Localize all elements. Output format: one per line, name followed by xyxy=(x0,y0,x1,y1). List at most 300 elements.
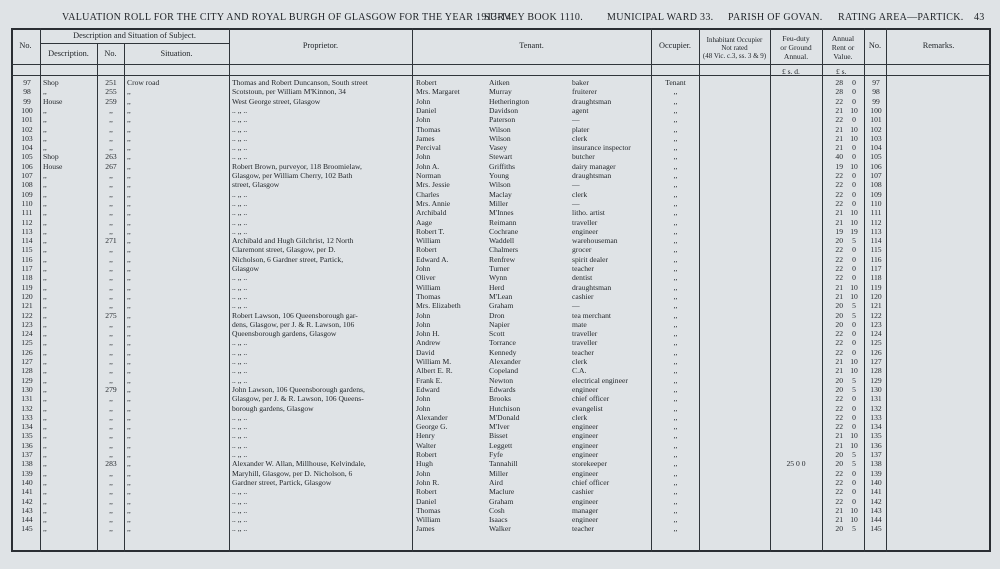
table-cell-desc: ,, xyxy=(43,245,47,255)
municipal-ward: MUNICIPAL WARD 33. xyxy=(607,12,714,23)
table-cell-occ: litho. artist xyxy=(572,208,605,218)
table-cell-ts: M'Lean xyxy=(489,291,513,301)
table-cell-sit: ,, xyxy=(127,236,131,246)
table-cell-rl: 21 xyxy=(835,124,843,134)
table-cell-num: 283 xyxy=(105,459,117,469)
table-cell-ts: Tannahill xyxy=(489,459,518,469)
table-cell-occupier: ,, xyxy=(673,496,678,506)
table-cell-num: 271 xyxy=(105,236,117,246)
table-cell-desc: ,, xyxy=(43,208,47,218)
table-cell-desc: ,, xyxy=(43,171,47,180)
table-cell-occ: teacher xyxy=(572,264,594,273)
table-cell-tf: Edward xyxy=(416,384,440,394)
table-cell-no2: 134 xyxy=(870,422,882,432)
table-cell-ts: Cosh xyxy=(489,505,505,515)
table-cell-prop: .. ,, .. xyxy=(232,375,248,385)
table-cell-no: 108 xyxy=(21,180,33,190)
table-cell-rs: 5 xyxy=(852,236,856,246)
table-cell-prop: .. ,, .. xyxy=(232,496,248,506)
table-cell-tf: Albert E. R. xyxy=(416,366,453,376)
table-cell-rs: 0 xyxy=(852,329,856,339)
table-cell-ts: Murray xyxy=(489,87,512,97)
table-cell-desc: ,, xyxy=(43,524,47,534)
table-cell-ts: M'Iver xyxy=(489,422,510,432)
table-cell-sit: ,, xyxy=(127,264,131,273)
table-cell-occ: engineer xyxy=(572,431,599,441)
table-cell-desc: ,, xyxy=(43,124,47,134)
table-cell-prop: .. ,, .. xyxy=(232,347,248,357)
table-cell-sit: ,, xyxy=(127,375,131,385)
table-cell-tf: Mrs. Elizabeth xyxy=(416,301,461,311)
table-cell-no: 112 xyxy=(21,217,33,227)
table-cell-no: 139 xyxy=(21,468,33,478)
table-cell-rl: 28 xyxy=(835,87,843,97)
feu-line-3: Annual. xyxy=(783,52,809,61)
roll-title: VALUATION ROLL FOR THE CITY AND ROYAL BURGH OF GLASGOW FOR THE YEAR 1913-14 xyxy=(62,12,512,23)
table-cell-sit: ,, xyxy=(127,161,131,171)
table-cell-rl: 20 xyxy=(835,301,843,311)
col-feu-header xyxy=(770,34,822,61)
table-cell-no2: 103 xyxy=(870,133,882,143)
table-cell-ts: Turner xyxy=(489,264,510,273)
table-cell-ts: Maclure xyxy=(489,487,515,497)
table-cell-desc: ,, xyxy=(43,301,47,311)
table-cell-prop: .. ,, .. xyxy=(232,431,248,441)
table-cell-no: 106 xyxy=(21,161,33,171)
table-cell-no: 126 xyxy=(21,347,33,357)
table-cell-num: ,, xyxy=(109,217,113,227)
table-cell-no: 111 xyxy=(21,208,33,218)
table-cell-sit: ,, xyxy=(127,310,131,320)
page-number: 43 xyxy=(974,12,985,23)
table-cell-occupier: ,, xyxy=(673,422,678,432)
table-cell-prop: Glasgow xyxy=(232,264,259,273)
rule xyxy=(412,28,413,552)
table-cell-sit: ,, xyxy=(127,273,131,283)
table-cell-no2: 113 xyxy=(870,226,882,236)
table-cell-prop: Alexander W. Allan, Millhouse, Kelvindale, xyxy=(232,459,366,469)
table-cell-rl: 22 xyxy=(835,115,843,125)
table-cell-sit: ,, xyxy=(127,189,131,199)
table-cell-desc: ,, xyxy=(43,133,47,143)
table-cell-prop: .. ,, .. xyxy=(232,412,248,422)
table-cell-rs: 0 xyxy=(852,338,856,348)
table-cell-no: 122 xyxy=(21,310,33,320)
table-cell-sit: ,, xyxy=(127,124,131,134)
table-cell-tf: Charles xyxy=(416,189,440,199)
table-cell-rs: 10 xyxy=(850,505,858,515)
table-cell-no: 132 xyxy=(21,403,33,413)
table-cell-tf: George G. xyxy=(416,422,448,432)
table-cell-no2: 138 xyxy=(870,459,882,469)
table-cell-prop: .. ,, .. xyxy=(232,487,248,497)
table-cell-sit: ,, xyxy=(127,245,131,255)
table-cell-no: 134 xyxy=(21,422,33,432)
table-cell-rl: 22 xyxy=(835,264,843,273)
table-cell-no: 119 xyxy=(21,282,33,292)
table-cell-prop: dens, Glasgow, per J. & R. Lawson, 106 xyxy=(232,319,355,329)
table-cell-num: ,, xyxy=(109,171,113,180)
table-cell-desc: ,, xyxy=(43,87,47,97)
col-description-header: Description. xyxy=(48,49,89,58)
table-cell-sit: Crow road xyxy=(127,78,160,87)
table-cell-occ: agent xyxy=(572,105,589,115)
inhabitant-line-1: Inhabitant Occupier xyxy=(706,36,763,44)
table-cell-occupier: ,, xyxy=(673,264,678,273)
table-cell-tf: Edward A. xyxy=(416,254,449,264)
table-cell-occupier: ,, xyxy=(673,198,678,208)
table-cell-sit: ,, xyxy=(127,198,131,208)
table-cell-no: 138 xyxy=(21,459,33,469)
table-cell-rs: 5 xyxy=(852,301,856,311)
table-cell-prop: Queensborough gardens, Glasgow xyxy=(232,329,337,339)
table-cell-occ: — xyxy=(572,115,580,125)
table-cell-occ: draughtsman xyxy=(572,171,612,180)
table-cell-prop: .. ,, .. xyxy=(232,208,248,218)
table-cell-rs: 5 xyxy=(852,375,856,385)
rule xyxy=(40,43,229,44)
table-cell-tf: Thomas xyxy=(416,505,441,515)
col-situation-header: Situation. xyxy=(160,49,193,58)
table-cell-tf: Frank E. xyxy=(416,375,443,385)
table-cell-rl: 20 xyxy=(835,236,843,246)
table-cell-no2: 109 xyxy=(870,189,882,199)
table-cell-no2: 116 xyxy=(870,254,882,264)
table-cell-rl: 19 xyxy=(835,226,843,236)
table-cell-ts: Wilson xyxy=(489,133,511,143)
table-cell-desc: House xyxy=(43,161,63,171)
table-cell-ts: Waddell xyxy=(489,236,515,246)
table-cell-desc: ,, xyxy=(43,468,47,478)
table-cell-num: ,, xyxy=(109,515,113,525)
table-cell-ts: Young xyxy=(489,171,509,180)
table-cell-tf: James xyxy=(416,133,435,143)
table-cell-tf: Thomas xyxy=(416,124,441,134)
table-cell-no: 143 xyxy=(21,505,33,515)
table-cell-no2: 142 xyxy=(870,496,882,506)
table-cell-no2: 105 xyxy=(870,152,882,162)
table-cell-no: 144 xyxy=(21,515,33,525)
table-cell-ts: Paterson xyxy=(489,115,516,125)
table-cell-occ: manager xyxy=(572,505,599,515)
table-cell-ts: Miller xyxy=(489,468,508,478)
table-cell-rs: 0 xyxy=(852,403,856,413)
table-cell-desc: ,, xyxy=(43,319,47,329)
table-cell-ts: Renfrew xyxy=(489,254,516,264)
col-rent-header xyxy=(822,34,864,61)
feu-line-2: or Ground xyxy=(780,43,812,52)
table-cell-tf: Robert xyxy=(416,487,437,497)
table-cell-num: ,, xyxy=(109,375,113,385)
table-cell-occ: tea merchant xyxy=(572,310,611,320)
table-cell-rl: 21 xyxy=(835,133,843,143)
table-cell-occupier: ,, xyxy=(673,468,678,478)
table-cell-occ: grocer xyxy=(572,245,592,255)
table-cell-num: ,, xyxy=(109,319,113,329)
table-cell-rs: 5 xyxy=(852,524,856,534)
table-cell-sit: ,, xyxy=(127,477,131,487)
table-cell-tf: Daniel xyxy=(416,496,437,506)
table-cell-no: 114 xyxy=(21,236,33,246)
table-cell-num: ,, xyxy=(109,282,113,292)
table-cell-tf: James xyxy=(416,524,435,534)
table-cell-rs: 10 xyxy=(850,515,858,525)
table-cell-num: ,, xyxy=(109,105,113,115)
table-cell-prop: borough gardens, Glasgow xyxy=(232,403,314,413)
table-cell-desc: ,, xyxy=(43,180,47,190)
table-cell-rl: 21 xyxy=(835,440,843,450)
table-cell-no2: 112 xyxy=(870,217,882,227)
table-cell-num: ,, xyxy=(109,403,113,413)
table-cell-desc: ,, xyxy=(43,236,47,246)
table-cell-sit: ,, xyxy=(127,450,131,459)
table-cell-occ: clerk xyxy=(572,189,588,199)
table-cell-rs: 0 xyxy=(852,347,856,357)
table-cell-occupier: ,, xyxy=(673,180,678,190)
col-inhabitant-header xyxy=(699,36,770,60)
table-cell-no2: 144 xyxy=(870,515,882,525)
table-cell-num: ,, xyxy=(109,189,113,199)
table-cell-prop: .. ,, .. xyxy=(232,133,248,143)
table-cell-prop: .. ,, .. xyxy=(232,450,248,459)
table-cell-desc: ,, xyxy=(43,487,47,497)
table-cell-prop: Maryhill, Glasgow, per D. Nicholson, 6 xyxy=(232,468,353,478)
table-cell-num: ,, xyxy=(109,208,113,218)
table-cell-tf: John xyxy=(416,310,431,320)
table-cell-tf: Mrs. Annie xyxy=(416,198,451,208)
table-cell-sit: ,, xyxy=(127,422,131,432)
table-cell-prop: John Lawson, 106 Queensborough gardens, xyxy=(232,384,365,394)
table-cell-rs: 0 xyxy=(852,412,856,422)
table-cell-ts: Torrance xyxy=(489,338,516,348)
table-cell-tf: John xyxy=(416,403,431,413)
table-cell-no: 105 xyxy=(21,152,33,162)
table-cell-rs: 10 xyxy=(850,105,858,115)
table-cell-ts: Bisset xyxy=(489,431,508,441)
table-cell-sit: ,, xyxy=(127,105,131,115)
table-cell-tf: John xyxy=(416,115,431,125)
table-cell-no: 100 xyxy=(21,105,33,115)
table-cell-no: 104 xyxy=(21,143,33,153)
table-cell-tf: Aage xyxy=(416,217,433,227)
table-cell-no2: 141 xyxy=(870,487,882,497)
table-cell-desc: ,, xyxy=(43,264,47,273)
table-cell-occ: chief officer xyxy=(572,394,610,404)
table-cell-desc: ,, xyxy=(43,217,47,227)
table-cell-rl: 21 xyxy=(835,505,843,515)
table-cell-rs: 10 xyxy=(850,161,858,171)
table-cell-occupier: ,, xyxy=(673,96,678,106)
table-cell-rs: 10 xyxy=(850,366,858,376)
table-cell-desc: ,, xyxy=(43,143,47,153)
table-cell-sit: ,, xyxy=(127,180,131,190)
table-cell-occupier: ,, xyxy=(673,384,678,394)
table-cell-occupier: ,, xyxy=(673,319,678,329)
table-cell-num: ,, xyxy=(109,394,113,404)
table-cell-no2: 143 xyxy=(870,505,882,515)
table-cell-num: ,, xyxy=(109,468,113,478)
table-cell-occupier: ,, xyxy=(673,171,678,180)
table-cell-rl: 19 xyxy=(835,161,843,171)
table-cell-desc: ,, xyxy=(43,310,47,320)
table-cell-desc: ,, xyxy=(43,329,47,339)
table-cell-rs: 0 xyxy=(852,189,856,199)
table-cell-ts: Walker xyxy=(489,524,511,534)
table-cell-no2: 99 xyxy=(872,96,880,106)
table-cell-num: ,, xyxy=(109,198,113,208)
table-cell-prop: .. ,, .. xyxy=(232,152,248,162)
table-cell-desc: ,, xyxy=(43,189,47,199)
table-cell-no: 125 xyxy=(21,338,33,348)
table-cell-num: ,, xyxy=(109,301,113,311)
inhabitant-line-3: (48 Vic. c.3, ss. 3 & 9) xyxy=(702,52,767,60)
table-cell-tf: Mrs. Margaret xyxy=(416,87,460,97)
table-cell-rl: 21 xyxy=(835,515,843,525)
col-proprietor-header: Proprietor. xyxy=(302,41,339,50)
table-cell-no: 142 xyxy=(21,496,33,506)
table-cell-desc: ,, xyxy=(43,105,47,115)
table-cell-sit: ,, xyxy=(127,338,131,348)
table-cell-occ: engineer xyxy=(572,440,599,450)
table-cell-ts: M'Innes xyxy=(489,208,514,218)
table-cell-rl: 22 xyxy=(835,329,843,339)
table-cell-ts: Hetherington xyxy=(489,96,530,106)
table-cell-no2: 118 xyxy=(870,273,882,283)
table-cell-rs: 0 xyxy=(852,171,856,180)
table-cell-sit: ,, xyxy=(127,291,131,301)
table-cell-occ: clerk xyxy=(572,412,588,422)
table-cell-no2: 125 xyxy=(870,338,882,348)
table-cell-no2: 123 xyxy=(870,319,882,329)
table-cell-no2: 110 xyxy=(870,198,882,208)
table-cell-desc: ,, xyxy=(43,273,47,283)
table-cell-num: ,, xyxy=(109,226,113,236)
table-cell-rs: 10 xyxy=(850,133,858,143)
table-cell-prop: Archibald and Hugh Gilchrist, 12 North xyxy=(232,236,354,246)
table-cell-rl: 20 xyxy=(835,524,843,534)
table-cell-no: 110 xyxy=(21,198,33,208)
table-cell-rs: 5 xyxy=(852,310,856,320)
rent-units: £ s. xyxy=(836,67,847,76)
table-cell-prop: .. ,, .. xyxy=(232,198,248,208)
table-cell-occ: spirit dealer xyxy=(572,254,609,264)
table-cell-occupier: ,, xyxy=(673,450,678,459)
table-cell-prop: .. ,, .. xyxy=(232,217,248,227)
table-cell-no: 135 xyxy=(21,431,33,441)
table-cell-occupier: ,, xyxy=(673,412,678,422)
table-cell-desc: ,, xyxy=(43,366,47,376)
table-cell-prop: .. ,, .. xyxy=(232,440,248,450)
table-cell-occ: — xyxy=(572,180,580,190)
table-cell-rs: 0 xyxy=(852,96,856,106)
rule xyxy=(40,28,41,552)
table-cell-sit: ,, xyxy=(127,431,131,441)
table-cell-num: ,, xyxy=(109,440,113,450)
table-cell-no2: 119 xyxy=(870,282,882,292)
table-cell-feu: 25 0 0 xyxy=(786,459,806,469)
table-cell-rl: 21 xyxy=(835,208,843,218)
table-cell-prop: .. ,, .. xyxy=(232,338,248,348)
table-cell-tf: Oliver xyxy=(416,273,436,283)
table-cell-num: ,, xyxy=(109,496,113,506)
rule xyxy=(822,28,823,552)
table-cell-rl: 20 xyxy=(835,319,843,329)
table-cell-no2: 98 xyxy=(872,87,880,97)
table-cell-num: ,, xyxy=(109,505,113,515)
table-cell-rl: 22 xyxy=(835,403,843,413)
table-cell-rl: 22 xyxy=(835,496,843,506)
table-cell-occ: traveller xyxy=(572,217,598,227)
table-cell-no2: 140 xyxy=(870,477,882,487)
table-cell-ts: Scott xyxy=(489,329,505,339)
table-cell-ts: Edwards xyxy=(489,384,516,394)
table-cell-num: ,, xyxy=(109,422,113,432)
table-cell-rs: 5 xyxy=(852,459,856,469)
table-cell-no: 113 xyxy=(21,226,33,236)
table-cell-occ: dairy manager xyxy=(572,161,616,171)
table-cell-occupier: ,, xyxy=(673,394,678,404)
table-cell-occupier: ,, xyxy=(673,301,678,311)
table-cell-occupier: ,, xyxy=(673,515,678,525)
table-cell-desc: ,, xyxy=(43,440,47,450)
table-cell-ts: Graham xyxy=(489,301,514,311)
table-cell-occupier: ,, xyxy=(673,366,678,376)
table-cell-sit: ,, xyxy=(127,96,131,106)
table-cell-no2: 102 xyxy=(870,124,882,134)
table-cell-no2: 135 xyxy=(870,431,882,441)
table-cell-sit: ,, xyxy=(127,301,131,311)
table-cell-no: 140 xyxy=(21,477,33,487)
table-cell-rs: 0 xyxy=(852,254,856,264)
rent-line-2: Rent or xyxy=(831,43,855,52)
col-street-no-header: No. xyxy=(104,49,117,58)
table-cell-occupier: ,, xyxy=(673,226,678,236)
table-cell-num: ,, xyxy=(109,477,113,487)
table-cell-occupier: ,, xyxy=(673,254,678,264)
table-cell-no2: 131 xyxy=(870,394,882,404)
table-cell-desc: ,, xyxy=(43,226,47,236)
table-cell-sit: ,, xyxy=(127,468,131,478)
table-cell-rl: 22 xyxy=(835,254,843,264)
table-cell-prop: .. ,, .. xyxy=(232,515,248,525)
table-cell-occ: draughtsman xyxy=(572,96,612,106)
table-cell-prop: street, Glasgow xyxy=(232,180,280,190)
table-cell-occ: mate xyxy=(572,319,587,329)
table-cell-tf: William xyxy=(416,515,441,525)
table-cell-tf: William M. xyxy=(416,357,452,366)
table-cell-rl: 22 xyxy=(835,468,843,478)
table-cell-occ: warehouseman xyxy=(572,236,618,246)
table-cell-tf: Archibald xyxy=(416,208,447,218)
table-cell-prop: Thomas and Robert Duncanson, South street xyxy=(232,78,368,87)
table-cell-rl: 21 xyxy=(835,431,843,441)
feu-units: £ s. d. xyxy=(782,67,800,76)
table-cell-rs: 0 xyxy=(852,264,856,273)
table-cell-ts: Napier xyxy=(489,319,510,329)
table-cell-desc: ,, xyxy=(43,450,47,459)
table-cell-no2: 136 xyxy=(870,440,882,450)
table-cell-rs: 0 xyxy=(852,496,856,506)
table-cell-no2: 100 xyxy=(870,105,882,115)
table-cell-ts: Maclay xyxy=(489,189,512,199)
table-cell-rl: 20 xyxy=(835,459,843,469)
table-cell-prop: .. ,, .. xyxy=(232,143,248,153)
table-cell-sit: ,, xyxy=(127,226,131,236)
table-cell-tf: John xyxy=(416,468,431,478)
table-cell-desc: ,, xyxy=(43,412,47,422)
table-cell-sit: ,, xyxy=(127,87,131,97)
table-cell-sit: ,, xyxy=(127,384,131,394)
